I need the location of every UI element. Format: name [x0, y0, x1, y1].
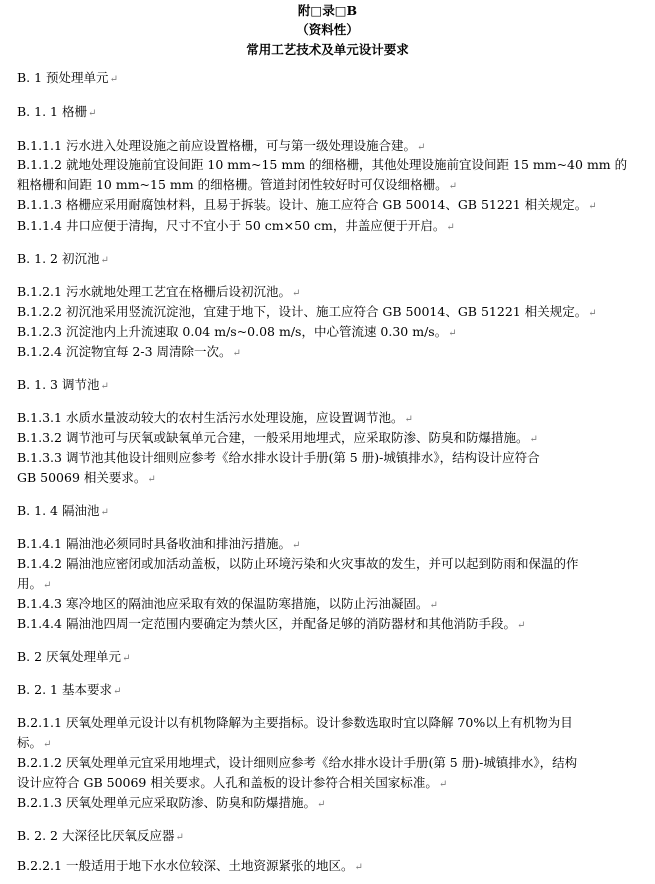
clause-line: B.2.2.1 一般适用于地下水水位较深、土地资源紧张的地区。↵: [17, 858, 363, 873]
paragraph-mark-icon: ↵: [175, 832, 184, 843]
paragraph-mark-icon: ↵: [291, 540, 301, 551]
paragraph-mark-icon: ↵: [122, 653, 131, 664]
clause-line: B.1.4.3 寒冷地区的隔油池应采取有效的保温防寒措施，以防止污油凝固。↵: [17, 596, 438, 611]
clause-line: B.2.1.1 厌氧处理单元设计以有机物降解为主要指标。设计参数选取时宜以降解 70%以上有机物为目: [17, 715, 573, 730]
annex-nature: （资料性）: [296, 22, 359, 37]
paragraph-mark-icon: ↵: [112, 686, 122, 697]
subsection-heading: B. 1. 4 隔油池↵: [17, 503, 109, 518]
clause-line: 粗格栅和间距 10 mm~15 mm 的细格栅。管道封闭性较好时可仅设细格栅。↵: [17, 177, 457, 192]
clause-line: B.1.4.4 隔油池四周一定范围内要确定为禁火区，并配备足够的消防器材和其他消防手段。↵: [17, 616, 526, 631]
paragraph-mark-icon: ↵: [43, 739, 52, 750]
paragraph-mark-icon: ↵: [291, 288, 301, 299]
paragraph-mark-icon: ↵: [416, 142, 426, 153]
clause-line: B.1.1.1 污水进入处理设施之前应设置格栅，可与第一级处理设施合建。↵: [17, 138, 426, 153]
clause-line: B.2.1.3 厌氧处理单元应采取防渗、防臭和防爆措施。↵: [17, 795, 326, 810]
paragraph-mark-icon: ↵: [354, 862, 363, 873]
clause-line: 设计应符合 GB 50069 相关要求。人孔和盖板的设计参符合相关国家标准。↵: [17, 775, 448, 790]
clause-line: B.1.2.1 污水就地处理工艺宜在格栅后设初沉池。↵: [17, 284, 301, 299]
paragraph-mark-icon: ↵: [232, 348, 241, 359]
clause-line: B.1.2.3 沉淀池内上升流速取 0.04 m/s~0.08 m/s，中心管流速 0.30 m/s。↵: [17, 324, 457, 339]
paragraph-mark-icon: ↵: [316, 799, 326, 810]
paragraph-mark-icon: ↵: [100, 255, 109, 266]
annex-label: 附□录□B: [297, 3, 358, 18]
paragraph-mark-icon: ↵: [516, 620, 526, 631]
paragraph-mark-icon: ↵: [100, 381, 109, 392]
clause-line: B.1.1.3 格栅应采用耐腐蚀材料，且易于拆装。设计、施工应符合 GB 50014、GB 51221 相关规定。↵: [17, 197, 597, 212]
clause-line: B.1.2.4 沉淀物宜每 2-3 周清除一次。↵: [17, 344, 241, 359]
clause-line: B.1.3.3 调节池其他设计细则应参考《给水排水设计手册(第 5 册)-城镇排水》，结构设计应符合: [17, 450, 540, 465]
paragraph-mark-icon: ↵: [448, 328, 457, 339]
clause-line: B.1.4.2 隔油池应密闭或加活动盖板，以防止环境污染和火灾事故的发生，并可以起到防雨和保温的作: [17, 556, 579, 571]
paragraph-mark-icon: ↵: [109, 74, 118, 85]
paragraph-mark-icon: ↵: [429, 600, 438, 611]
subsection-heading: B. 1. 2 初沉池↵: [17, 251, 109, 266]
paragraph-mark-icon: ↵: [529, 434, 538, 445]
clause-line: B.1.3.2 调节池可与厌氧或缺氧单元合建，一般采用地埋式，应采取防渗、防臭和防爆措施。↵: [17, 430, 538, 445]
clause-line: B.1.2.2 初沉池采用竖流沉淀池，宜建于地下，设计、施工应符合 GB 50014、GB 51221 相关规定。↵: [17, 304, 597, 319]
clause-line: B.1.3.1 水质水量波动较大的农村生活污水处理设施，应设置调节池。↵: [17, 410, 413, 425]
section-heading: B. 2 厌氧处理单元↵: [17, 649, 131, 664]
paragraph-mark-icon: ↵: [147, 474, 156, 485]
clause-line: 用。↵: [17, 576, 52, 591]
paragraph-mark-icon: ↵: [588, 308, 597, 319]
paragraph-mark-icon: ↵: [438, 779, 448, 790]
clause-line: B.1.4.1 隔油池必须同时具备收油和排油污措施。↵: [17, 536, 301, 551]
paragraph-mark-icon: ↵: [43, 580, 52, 591]
clause-line: B.1.1.4 井口应便于清掏，尺寸不宜小于 50 cm×50 cm，井盖应便于开启。↵: [17, 218, 455, 233]
paragraph-mark-icon: ↵: [404, 414, 413, 425]
paragraph-mark-icon: ↵: [100, 507, 109, 518]
paragraph-mark-icon: ↵: [588, 201, 597, 212]
paragraph-mark-icon: ↵: [448, 181, 457, 192]
section-heading: B. 1 预处理单元↵: [17, 70, 118, 85]
paragraph-mark-icon: ↵: [87, 108, 97, 119]
subsection-heading: B. 2. 1 基本要求↵: [17, 682, 122, 697]
clause-line: 标。↵: [17, 735, 52, 750]
paragraph-mark-icon: ↵: [446, 222, 455, 233]
subsection-heading: B. 1. 1 格栅↵: [17, 104, 97, 119]
subsection-heading: B. 1. 3 调节池↵: [17, 377, 109, 392]
annex-title: 常用工艺技术及单元设计要求: [246, 42, 409, 57]
clause-line: B.2.1.2 厌氧处理单元宜采用地埋式，设计细则应参考《给水排水设计手册(第 5 册)-城镇排水》，结构: [17, 755, 578, 770]
clause-line: B.1.1.2 就地处理设施前宜设间距 10 mm~15 mm 的细格栅，其他处理设施前宜设间距 15 mm~40 mm 的: [17, 157, 628, 172]
clause-line: GB 50069 相关要求。↵: [17, 470, 156, 485]
subsection-heading: B. 2. 2 大深径比厌氧反应器↵: [17, 828, 184, 843]
